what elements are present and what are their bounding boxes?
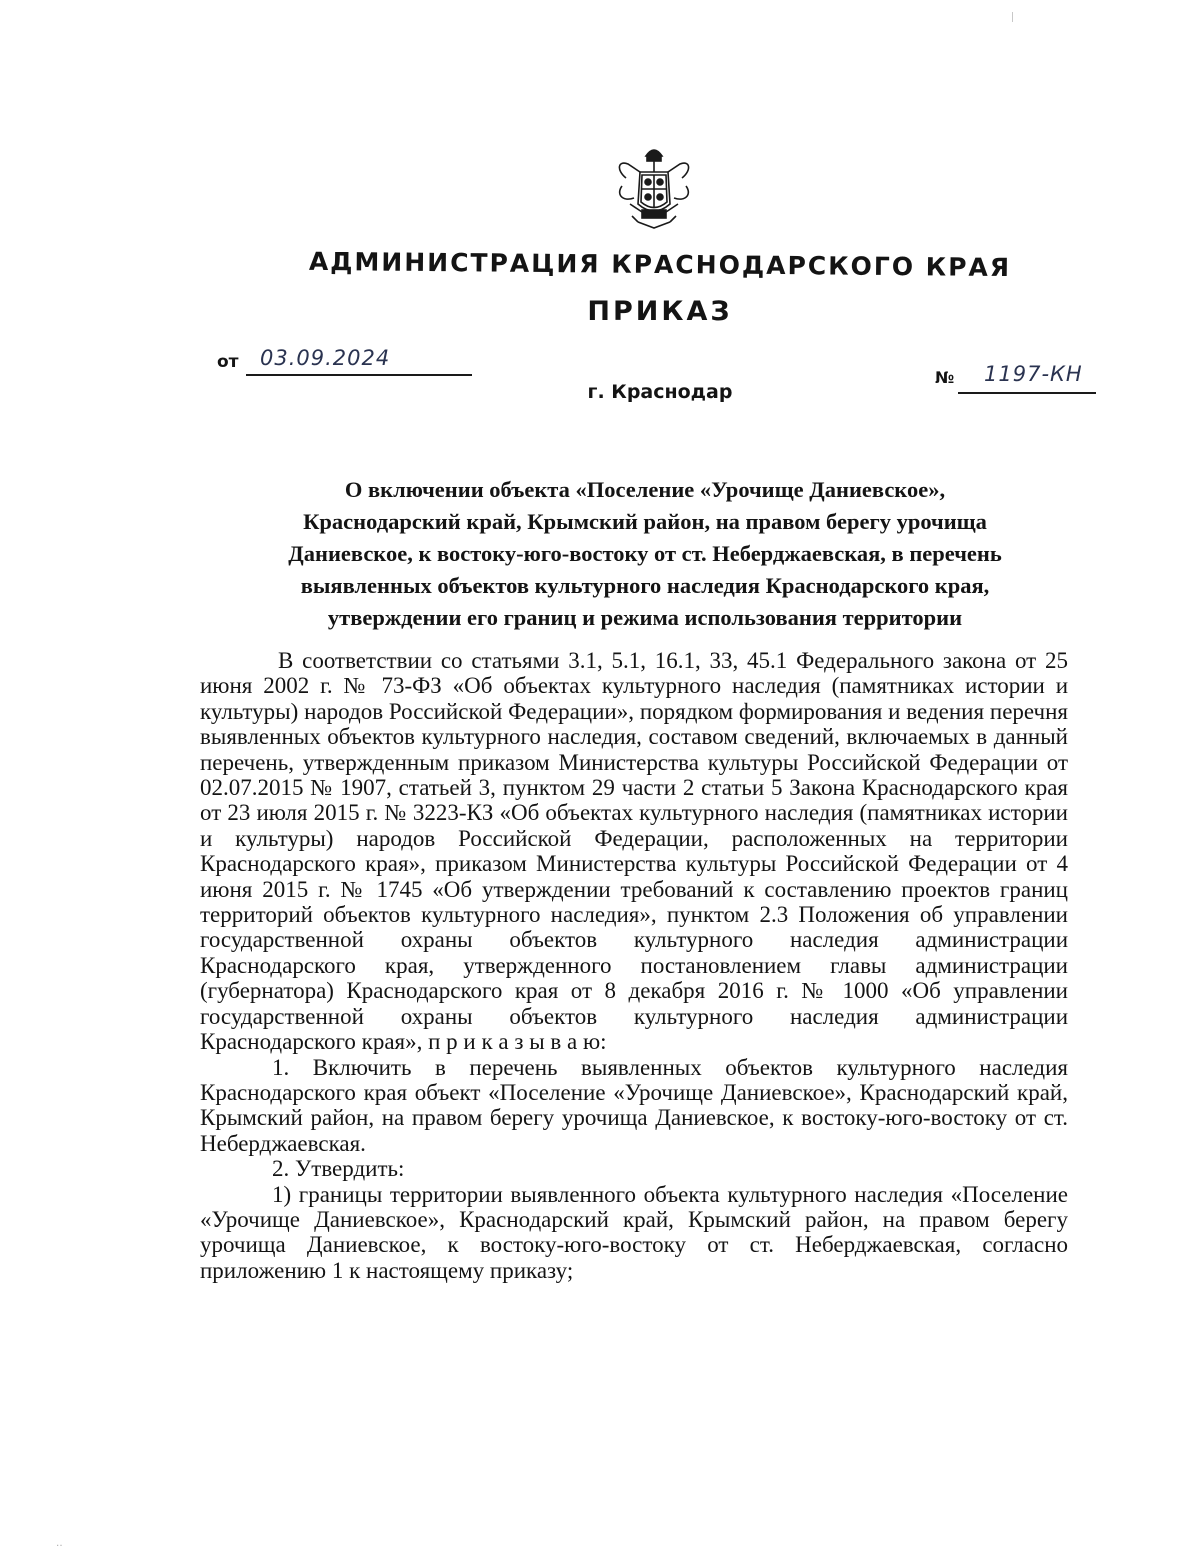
item-2-paragraph: 2. Утвердить: [272, 1156, 405, 1182]
date-field [246, 346, 472, 376]
preamble-text: В соответствии со статьями 3.1, 5.1, 16.1, 33, 45.1 Федерального закона от 25 июня 2002 г. № 73-ФЗ «Об объектах культурного наследия (памятниках истории и культуры) народов Российской Федерации», порядком формирования и ведения перечня выявленных объектов культурного наследия, составом сведений, включаемых в данный перечень, утвержденным приказом Министерства культуры Российской Федерации от 02.07.2015 № 1907, статьей 3, пунктом 29 части 2 статьи 5 Закона Краснодарского края от 23 июля 2015 г. № 3223-КЗ «Об объектах культурного наследия (памятниках истории и культуры) народов Российской Федерации, расположенных на территории Краснодарского края», приказом Министерства культуры Российской Федерации от 4 июня 2015 г. № 1745 «Об утверждении требований к составлению проектов границ территорий объектов культурного наследия», пунктом 2.3 Положения об управлении государственной охраны объектов культурного наследия администрации Краснодарского края, утвержденного постановлением главы администрации (губернатора) Краснодарского края от 8 декабря 2016 г. № 1000 «Об управлении государственной охраны объектов культурного наследия администрации Краснодарского края», [200, 648, 1068, 1055]
date-prefix: от [217, 352, 239, 372]
scan-edge-mark [1012, 12, 1013, 22]
title-line: О включении объекта «Поселение «Урочище Даниевское», [344, 477, 946, 502]
document-type: ПРИКАЗ [587, 296, 733, 327]
order-title [205, 474, 1085, 634]
title-line: Даниевское, к востоку-юго-востоку от ст. Неберджаевская, в перечень [288, 541, 1002, 566]
order-word: п р и к а з ы в а ю: [428, 1029, 607, 1055]
title-line: выявленных объектов культурного наследия Краснодарского края, [300, 573, 990, 598]
preamble-paragraph [200, 648, 1068, 1055]
agency-name: АДМИНИСТРАЦИЯ КРАСНОДАРСКОГО КРАЯ [308, 246, 1012, 283]
order-body [200, 648, 1068, 1283]
number-prefix: № [935, 368, 955, 387]
title-line: Краснодарский край, Крымский район, на правом берегу урочища [303, 509, 987, 534]
city-label: г. Краснодар [587, 381, 733, 403]
date-value: 03.09.2024 [260, 346, 391, 370]
item-2-1-paragraph: 1) границы территории выявленного объекта культурного наследия «Поселение «Урочище Даниевское», Краснодарский край, Крымский район, на правом берегу урочища Даниевское, к востоку-юго-востоку от ст. Неберджаевская, согласно приложению 1 к настоящему приказу; [200, 1181, 1068, 1283]
coat-of-arms-icon [612, 142, 696, 230]
number-field [958, 362, 1096, 394]
number-value: 1197-КН [984, 362, 1083, 386]
title-line: утверждении его границ и режима использования территории [327, 605, 963, 630]
scan-corner-mark: ‥ [56, 1538, 63, 1549]
item-1-paragraph: 1. Включить в перечень выявленных объектов культурного наследия Краснодарского края объект «Поселение «Урочище Даниевское», Краснодарский край, Крымский район, на правом берегу урочища Даниевское, к востоку-юго-востоку от ст. Неберджаевская. [200, 1054, 1068, 1156]
